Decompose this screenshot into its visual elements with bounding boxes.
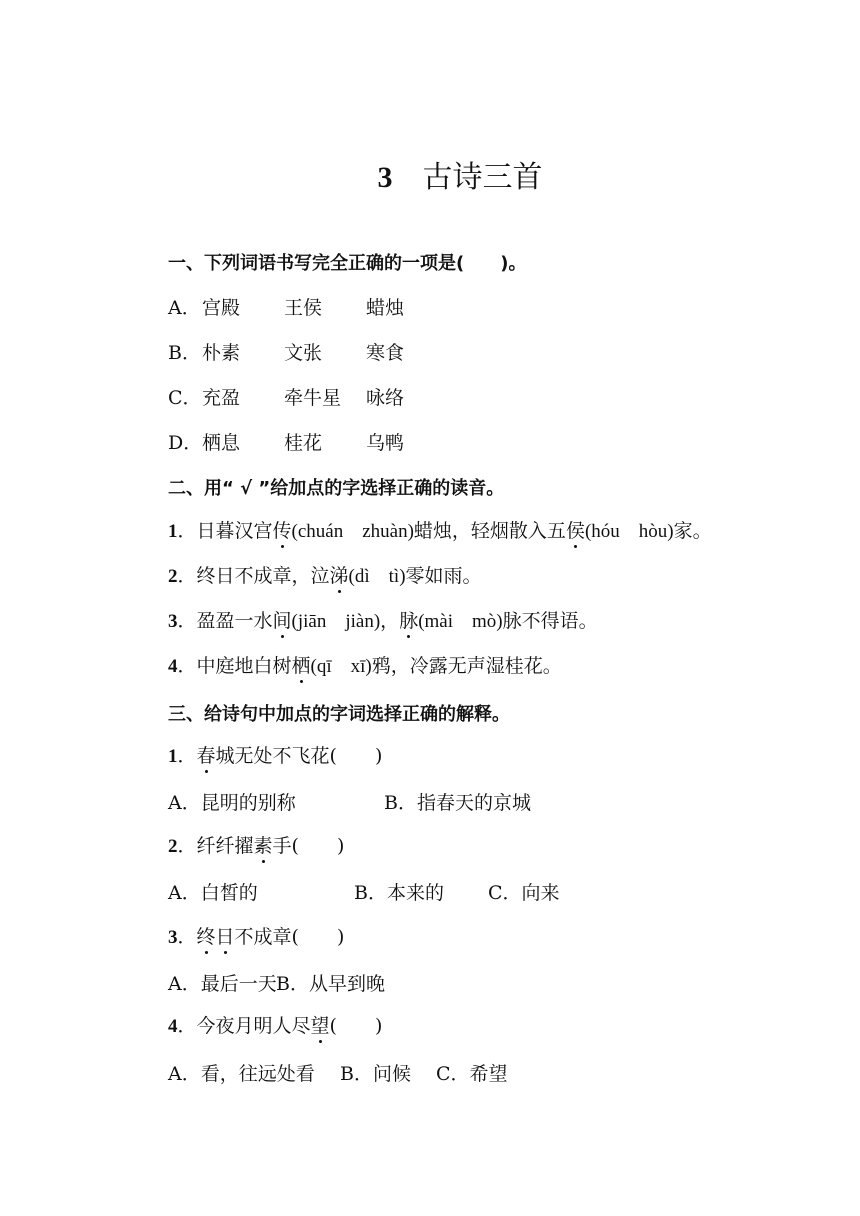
section3-question-3-options: A．最后一天B．从早到晚 — [168, 973, 385, 995]
section3-question-4-options: A．看，往远处看 B．问候 C．希望 — [168, 1063, 508, 1085]
section1-option-b: B．朴素 文张 寒食 — [168, 342, 405, 364]
lesson-number: 3 — [377, 161, 393, 194]
section1-option-a: A．宫殿 王侯 蜡烛 — [168, 297, 405, 319]
dotted-char: 春 — [196, 745, 216, 767]
dotted-char: 素 — [253, 835, 273, 857]
section2-question-1: 1．日暮汉宫传(chuán zhuàn)蜡烛，轻烟散入五侯(hóu hòu)家。 — [168, 520, 712, 542]
dotted-char: 间 — [272, 610, 292, 632]
dotted-char: 日 — [215, 926, 235, 948]
dotted-char: 栖 — [291, 655, 311, 677]
section3-question-4: 4．今夜月明人尽望( ) — [168, 1015, 383, 1037]
section2-question-2: 2．终日不成章，泣涕(dì tì)零如雨。 — [168, 565, 482, 587]
dotted-char: 望 — [310, 1015, 330, 1037]
section3-question-1: 1．春城无处不飞花( ) — [168, 745, 383, 767]
section1-option-c: C．充盈 牵牛星 咏络 — [168, 387, 405, 409]
section2-question-3: 3．盈盈一水间(jiān jiàn)，脉(mài mò)脉不得语。 — [168, 610, 598, 632]
section3-question-2-options: A．白皙的 B．本来的 C．向来 — [168, 882, 560, 904]
dotted-char: 涕 — [329, 565, 349, 587]
dotted-char: 脉 — [399, 610, 419, 632]
section3-question-1-options: A．昆明的别称 B．指春天的京城 — [168, 792, 531, 814]
lesson-title: 古诗三首 — [422, 160, 543, 195]
dotted-char: 传 — [272, 520, 292, 542]
section2-question-4: 4．中庭地白树栖(qī xī)鸦，冷露无声湿桂花。 — [168, 655, 562, 677]
page-title — [0, 152, 860, 196]
dotted-char: 终 — [196, 926, 216, 948]
section1-option-d: D．栖息 桂花 乌鸭 — [168, 432, 405, 454]
section3-question-3: 3．终日不成章( ) — [168, 926, 345, 948]
section3-question-2: 2．纤纤擢素手( ) — [168, 835, 345, 857]
dotted-char: 侯 — [565, 520, 585, 542]
section3-heading: 三、给诗句中加点的字词选择正确的解释。 — [168, 704, 510, 725]
section2-heading: 二、用“ √ ”给加点的字选择正确的读音。 — [168, 478, 505, 499]
section1-heading: 一、下列词语书写完全正确的一项是( )。 — [168, 253, 527, 274]
